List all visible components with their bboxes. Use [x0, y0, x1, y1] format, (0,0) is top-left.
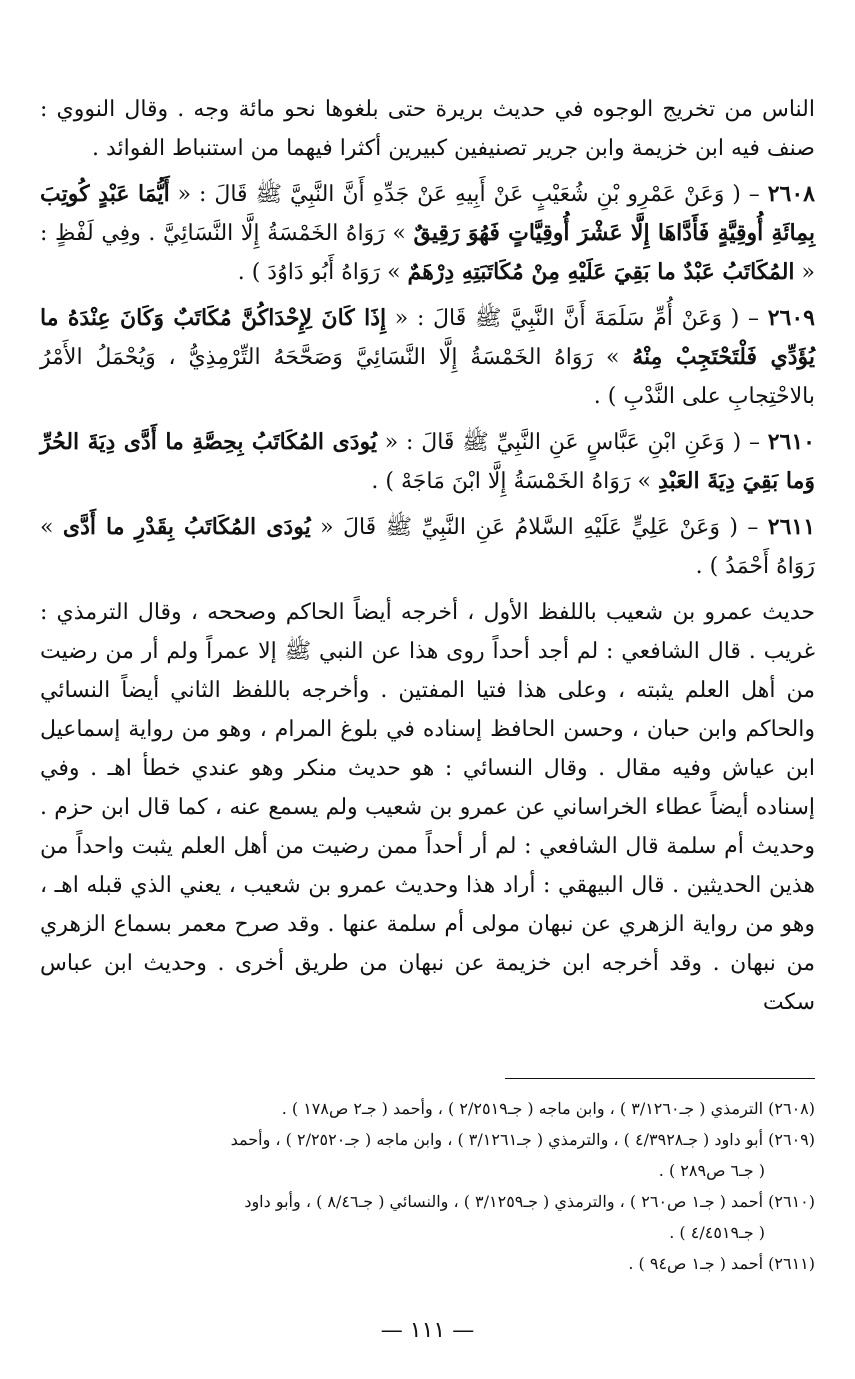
hadith-number: ٢٦٠٨ [767, 181, 815, 207]
hadith-text: – ( وَعَنْ عَمْرِو بْنِ شُعَيْبٍ عَنْ أَبِيهِ عَنْ جَدِّهِ أَنَّ النَّبِيَّ ﷺ قَالَ : « [169, 182, 768, 207]
hadith-matn: يُودَى المُكَاتَبُ بِحِصَّةِ ما أَدَّى دِيَةَ الحُرِّ وَما بَقِيَ دِيَةَ العَبْدِ [40, 429, 815, 494]
hadith-2610 [40, 423, 815, 501]
hadith-text: » رَوَاهُ أَحْمَدُ ) . [40, 515, 815, 579]
footnote-2609: (٢٦٠٩) أبو داود ( جـ٤/٣٩٢٨ ) ، والترمذي ( جـ٣/١٢٦١ ) ، وابن ماجه ( جـ٢/٢٥٢٠ ) ، وأحمد [230, 1130, 815, 1149]
hadith-2609 [40, 299, 815, 416]
hadith-text: – ( وَعَنْ أُمِّ سَلَمَةَ أَنَّ النَّبِيَّ ﷺ قَالَ : « [386, 306, 768, 331]
footnote-2611: (٢٦١١) أحمد ( جـ١ ص٩٤ ) . [628, 1254, 815, 1273]
footnote-divider [505, 1078, 815, 1079]
hadith-text: » رَوَاهُ أَبُو دَاوُدَ ) . [237, 260, 408, 285]
commentary-paragraph: حديث عمرو بن شعيب باللفظ الأول ، أخرجه أيضاً الحاكم وصححه ، وقال الترمذي : غريب . قال الشافعي : لم أجد أحداً روى هذا عن النبي ﷺ إلا عمراً ولم أر من رضيت من أهل العلم يثبته ، وعلى هذا فتيا المفتين . وأخرجه باللفظ الثاني أيضاً النسائي والحاكم وابن حبان ، وحسن الحافظ إسناده في بلوغ المرام ، وهو من رواية إسماعيل ابن عياش وفيه مقال . وقال النسائي : هو حديث منكر وهو عندي خطأ اهـ . وفي إسناده أيضاً عطاء الخراساني عن عمرو بن شعيب ولم يسمع عنه ، كما قال ابن حزم . وحديث أم سلمة قال الشافعي : لم أر أحداً ممن رضيت من أهل العلم يثبت واحداً من هذين الحديثين . قال البيهقي : أراد هذا وحديث عمرو بن شعيب ، يعني الذي قبله اهـ ، وهو من رواية الزهري عن نبهان مولى أم سلمة عنها . وقد صرح معمر بسماع الزهري من نبهان . وقد أخرجه ابن خزيمة عن نبهان من طريق أخرى . وحديث ابن عباس سكت [40, 600, 815, 1015]
hadith-matn: المُكَاتَبُ عَبْدٌ ما بَقِيَ عَلَيْهِ مِنْ مُكَاتَبَتِهِ دِرْهَمٌ [407, 259, 795, 285]
hadith-text: » رَوَاهُ الخَمْسَةُ إِلَّا النَّسَائِيَّ وَصَحَّحَهُ التِّرْمِذِيُّ ، وَيُحْمَلُ الأَمْرُ بالاحْتِجابِ على النَّدْبِ ) . [40, 345, 815, 409]
hadith-matn: إِذَا كَانَ لِإِحْدَاكُنَّ مُكَاتَبٌ وَكَانَ عِنْدَهُ ما يُؤَدِّي فَلْتَحْتَجِبْ مِنْهُ [40, 305, 816, 370]
hadith-text: » رَوَاهُ الخَمْسَةُ إِلَّا النَّسَائِيَّ . وفِي لَفْظٍ : « [40, 221, 815, 285]
hadith-number: ٢٦١٠ [767, 429, 815, 455]
footnote-2608: (٢٦٠٨) الترمذي ( جـ٣/١٢٦٠ ) ، وابن ماجه ( جـ٢/٢٥١٩ ) ، وأحمد ( جـ٢ ص١٧٨ ) . [281, 1099, 815, 1118]
footnote-2610: (٢٦١٠) أحمد ( جـ١ ص٢٦٠ ) ، والترمذي ( جـ٣/١٢٥٩ ) ، والنسائي ( جـ٨/٤٦ ) ، وأبو داود [244, 1192, 815, 1211]
hadith-2608 [40, 175, 815, 292]
intro-paragraph: الناس من تخريج الوجوه في حديث بريرة حتى بلغوها نحو مائة وجه . وقال النووي : صنف فيه ابن خزيمة وابن جرير تصنيفين كبيرين أكثرا فيهما من استنباط الفوائد . [40, 97, 815, 161]
hadith-matn: يُودَى المُكَاتَبُ بِقَدْرِ ما أَدَّى [62, 514, 311, 540]
footnote-2610-continued: ( جـ٤/٤٥١٩ ) . [669, 1223, 765, 1242]
footnotes [40, 1093, 815, 1279]
hadith-number: ٢٦٠٩ [767, 305, 815, 331]
page-number: — ١١١ — [380, 1318, 475, 1343]
hadith-text: – ( وَعَنِ ابْنِ عَبَّاسٍ عَنِ النَّبِيِّ ﷺ قَالَ : « [377, 430, 768, 455]
hadith-text: » رَوَاهُ الخَمْسَةُ إِلَّا ابْنَ مَاجَهْ ) . [371, 469, 658, 494]
hadith-matn: أَيُّمَا عَبْدٍ كُوتِبَ بِمِائَةِ أُوقِيَّةٍ فَأَدَّاهَا إِلَّا عَشْرَ أُوقِيَّاتٍ فَهُوَ رَقِيقٌ [40, 181, 815, 246]
main-text [40, 90, 815, 1022]
footnote-2609-continued: ( جـ٦ ص٢٨٩ ) . [658, 1161, 765, 1180]
hadith-number: ٢٦١١ [767, 514, 816, 540]
hadith-text: – ( وَعَنْ عَلِيٍّ عَلَيْهِ السَّلامُ عَنِ النَّبِيِّ ﷺ قَالَ « [310, 515, 768, 540]
hadith-2611 [40, 508, 815, 586]
